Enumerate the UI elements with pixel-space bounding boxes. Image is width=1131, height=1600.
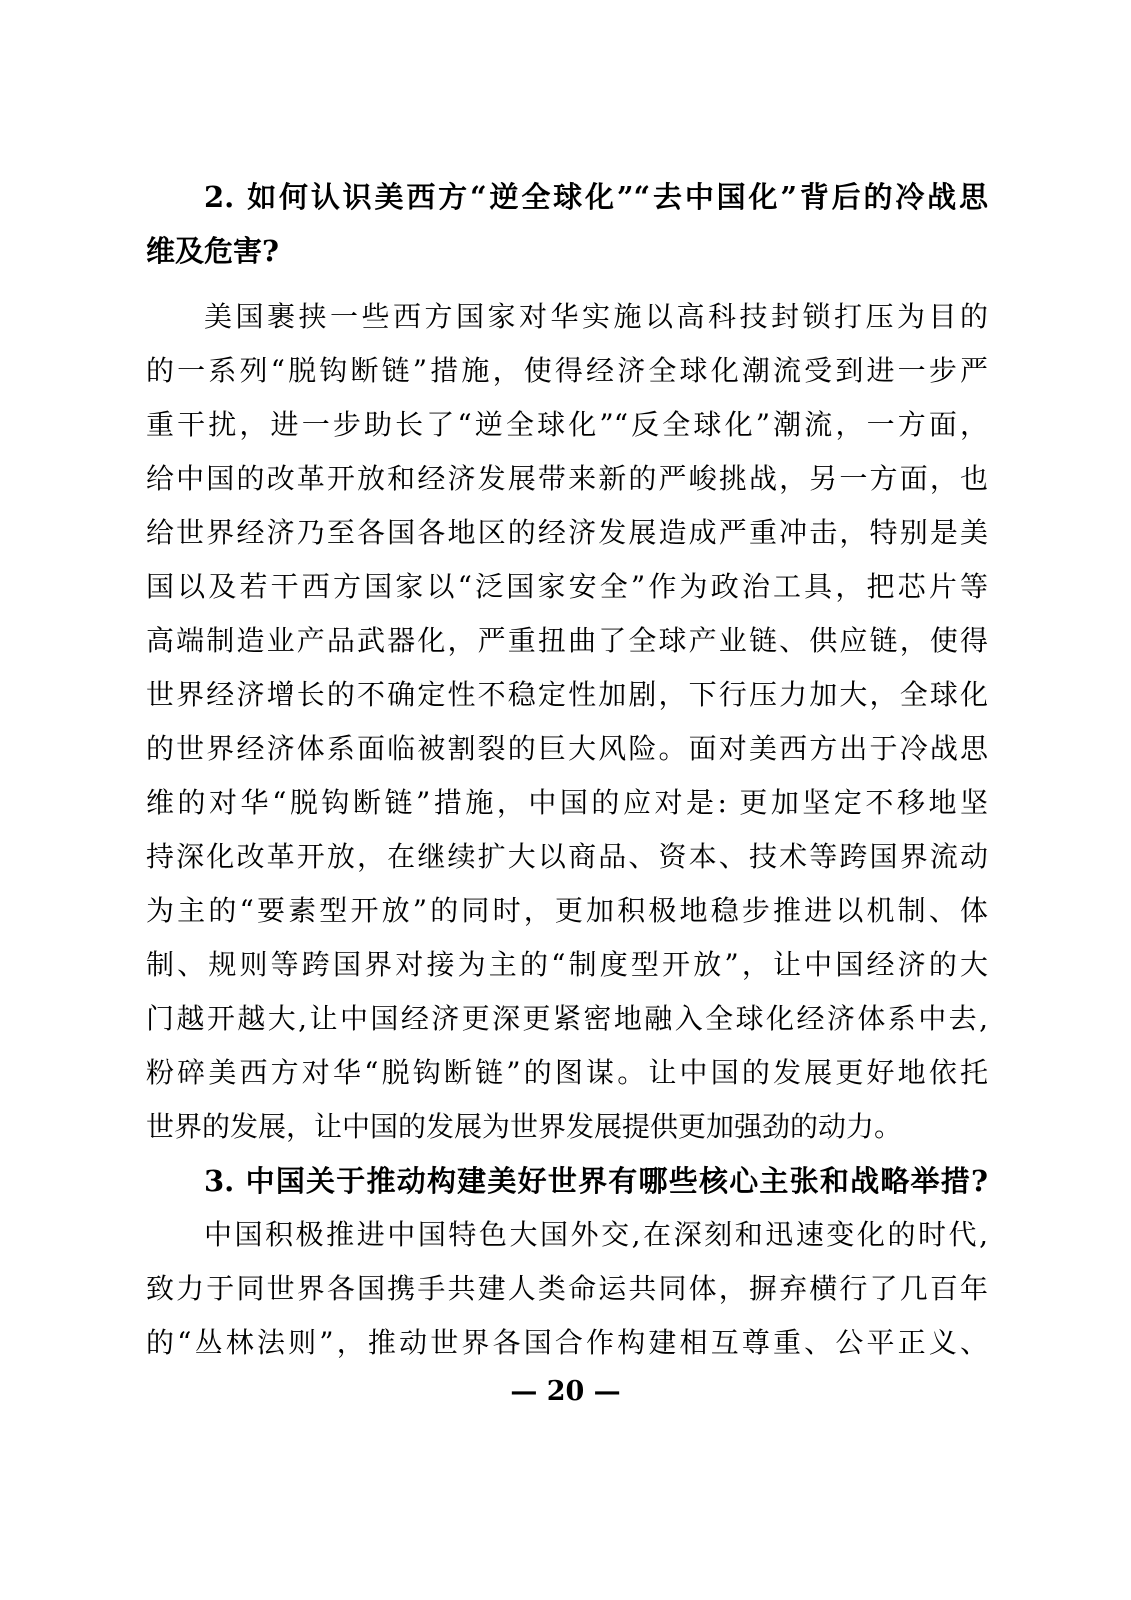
heading-q2-line-1: 2. 如何认识美西方“逆全球化”“去中国化”背后的冷战思 — [204, 180, 988, 214]
text-line: 中国积极推进中国特色大国外交,在深刻和迅速变化的时代, — [204, 1218, 988, 1251]
heading-question-3 — [146, 1154, 988, 1208]
text-line: 的“丛林法则”，推动世界各国合作构建相互尊重、公平正义、 — [146, 1326, 988, 1359]
text-line: 高端制造业产品武器化，严重扭曲了全球产业链、供应链，使得 — [146, 624, 988, 657]
paragraph-question-2 — [146, 290, 988, 1154]
text-line: 的世界经济体系面临被割裂的巨大风险。面对美西方出于冷战思 — [146, 732, 988, 765]
page-content — [146, 170, 988, 1370]
text-line: 为主的“要素型开放”的同时，更加积极地稳步推进以机制、体 — [146, 894, 988, 927]
text-line: 世界经济增长的不确定性不稳定性加剧，下行压力加大，全球化 — [146, 678, 988, 711]
text-line: 持深化改革开放，在继续扩大以商品、资本、技术等跨国界流动 — [146, 840, 988, 873]
text-line: 门越开越大,让中国经济更深更紧密地融入全球化经济体系中去, — [146, 1002, 988, 1035]
heading-q3-line-1: 3. 中国关于推动构建美好世界有哪些核心主张和战略举措? — [204, 1164, 988, 1198]
text-line: 国以及若干西方国家以“泛国家安全”作为政治工具，把芯片等 — [146, 570, 988, 603]
heading-q2-line-2: 维及危害? — [146, 234, 279, 268]
text-line: 粉碎美西方对华“脱钩断链”的图谋。让中国的发展更好地依托 — [146, 1056, 988, 1089]
text-line: 维的对华“脱钩断链”措施，中国的应对是: 更加坚定不移地坚 — [146, 786, 988, 819]
text-line: 给中国的改革开放和经济发展带来新的严峻挑战，另一方面，也 — [146, 462, 988, 495]
text-line: 致力于同世界各国携手共建人类命运共同体，摒弃横行了几百年 — [146, 1272, 988, 1305]
page-number: — 20 — — [510, 1376, 621, 1407]
text-line: 世界的发展，让中国的发展为世界发展提供更加强劲的动力。 — [146, 1110, 903, 1143]
paragraph-question-3 — [146, 1208, 988, 1370]
text-line: 美国裹挟一些西方国家对华实施以高科技封锁打压为目的 — [204, 300, 988, 333]
text-line: 重干扰，进一步助长了“逆全球化”“反全球化”潮流，一方面， — [146, 408, 988, 441]
text-line: 制、规则等跨国界对接为主的“制度型开放”，让中国经济的大 — [146, 948, 988, 981]
text-line: 的一系列“脱钩断链”措施，使得经济全球化潮流受到进一步严 — [146, 354, 988, 387]
text-line: 给世界经济乃至各国各地区的经济发展造成严重冲击，特别是美 — [146, 516, 988, 549]
heading-question-2 — [146, 170, 988, 278]
